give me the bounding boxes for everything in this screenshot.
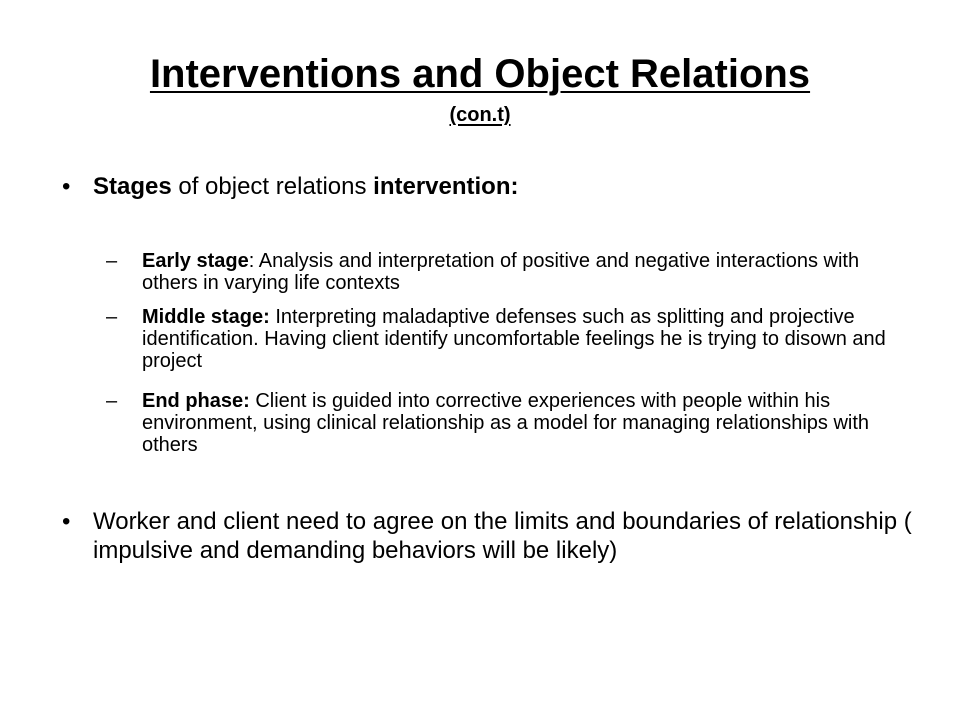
- bullet-stages-plain: of object relations: [171, 173, 374, 200]
- bullet-marker: •: [62, 173, 71, 200]
- sub-bullet-marker: –: [106, 306, 118, 328]
- middle-stage-label: Middle stage:: [142, 306, 270, 328]
- sub-bullet-end-phase: [106, 390, 906, 456]
- bullet-stages: [62, 172, 912, 201]
- bullet-stages-bold-a: Stages: [93, 173, 172, 200]
- bullet-stages-bold-b: intervention:: [373, 173, 519, 200]
- end-phase-label: End phase:: [142, 390, 250, 412]
- sub-bullet-middle-text: [142, 306, 906, 372]
- bullet-agreement-text: Worker and client need to agree on the limits and boundaries of relationship ( impulsive and demanding behaviors will be likely): [93, 508, 912, 564]
- sub-bullet-marker: –: [106, 390, 118, 412]
- sub-bullet-marker: –: [106, 250, 118, 272]
- slide-title: Interventions and Object Relations: [149, 52, 811, 96]
- middle-stage-description: Interpreting maladaptive defenses such as splitting and projective identification. Having client identify uncomfortable feelings he is trying to disown and project: [142, 306, 886, 372]
- early-stage-label: Early stage: [142, 250, 249, 272]
- bullet-stages-text: [93, 172, 912, 201]
- title-block: [0, 50, 960, 128]
- end-phase-description: Client is guided into corrective experiences with people within his environment, using clinical relationship as a model for managing relationships with others: [142, 390, 870, 456]
- sub-bullet-end-text: [142, 390, 906, 456]
- sub-bullet-middle-stage: [106, 306, 906, 372]
- slide-subtitle: (con.t): [449, 104, 511, 126]
- sub-bullet-early-text: [142, 250, 906, 294]
- bullet-agreement: [62, 507, 912, 565]
- early-stage-description: : Analysis and interpretation of positive and negative interactions with others in varying life contexts: [142, 250, 860, 294]
- sub-bullet-early-stage: [106, 250, 906, 294]
- bullet-marker: •: [62, 508, 71, 535]
